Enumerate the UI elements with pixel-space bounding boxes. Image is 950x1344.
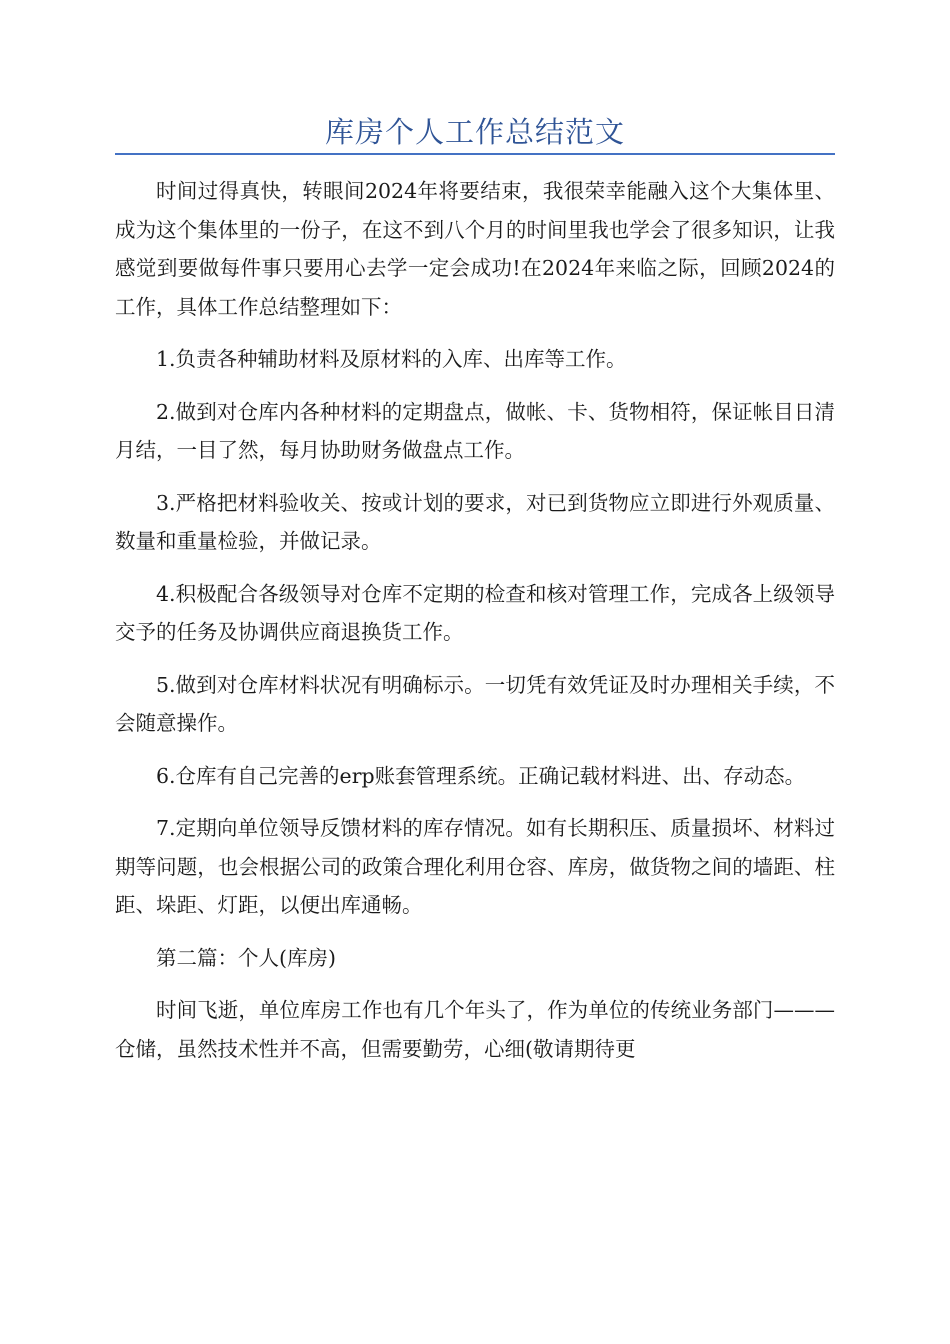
paragraph-intro: 时间过得真快，转眼间2024年将要结束，我很荣幸能融入这个大集体里、成为这个集体里的一份子，在这不到八个月的时间里我也学会了很多知识，让我感觉到要做每件事只要用心去学一定会成功!在2024年来临之际，回顾2024的工作，具体工作总结整理如下：: [115, 179, 835, 319]
paragraph-item-3: 3.严格把材料验收关、按或计划的要求，对已到货物应立即进行外观质量、数量和重量检验，并做记录。: [115, 490, 835, 553]
paragraph-item-6: 6.仓库有自己完善的erp账套管理系统。正确记载材料进、出、存动态。: [156, 763, 806, 788]
title-divider: [115, 153, 835, 155]
paragraph-item-7: 7.定期向单位领导反馈材料的库存情况。如有长期积压、质量损坏、材料过期等问题，也会根据公司的政策合理化利用仓容、库房，做货物之间的墙距、柱距、垛距、灯距，以便出库通畅。: [115, 816, 835, 917]
document-body: [115, 172, 835, 1082]
paragraph-item-4: 4.积极配合各级领导对仓库不定期的检查和核对管理工作，完成各上级领导交予的任务及协调供应商退换货工作。: [115, 581, 835, 644]
paragraph-item-2: 2.做到对仓库内各种材料的定期盘点，做帐、卡、货物相符，保证帐目日清月结，一目了然，每月协助财务做盘点工作。: [115, 399, 835, 462]
paragraph-second-intro: 时间飞逝，单位库房工作也有几个年头了，作为单位的传统业务部门———仓储，虽然技术性并不高，但需要勤劳，心细(敬请期待更: [115, 998, 835, 1061]
document-title: 库房个人工作总结范文: [324, 115, 625, 149]
paragraph-item-1: 1.负责各种辅助材料及原材料的入库、出库等工作。: [156, 347, 627, 371]
section-heading-second: 第二篇：个人(库房): [156, 945, 336, 970]
paragraph-item-5: 5.做到对仓库材料状况有明确标示。一切凭有效凭证及时办理相关手续，不会随意操作。: [115, 672, 835, 735]
